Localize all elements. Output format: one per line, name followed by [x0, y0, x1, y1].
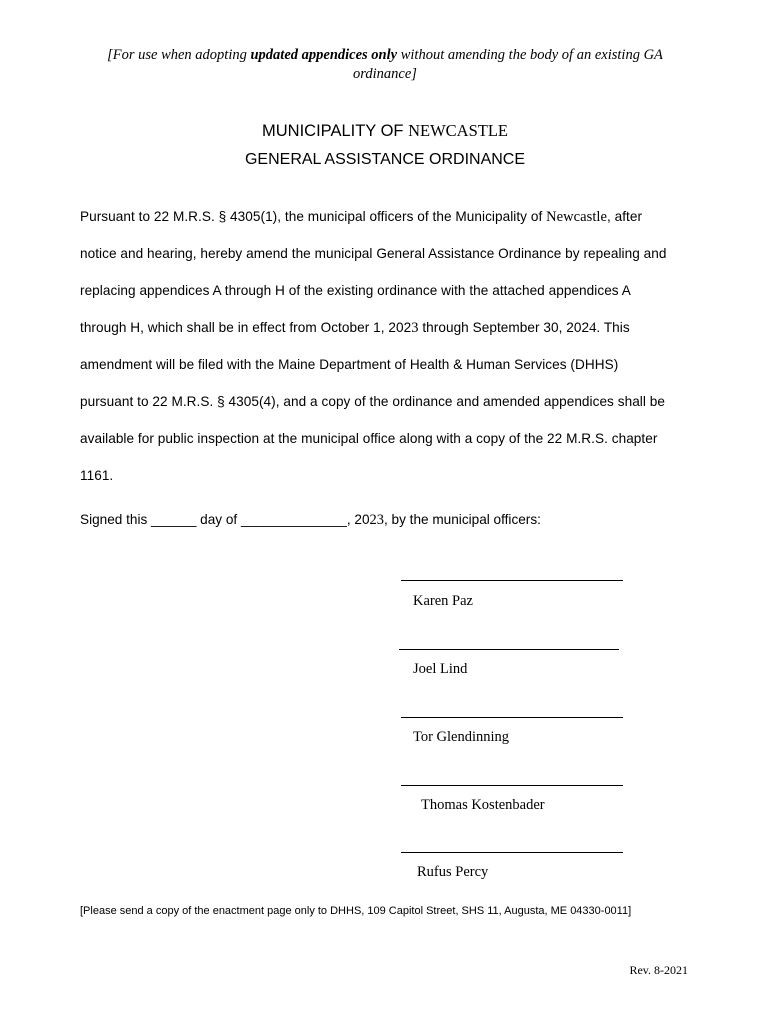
body-year-end: 4 [589, 320, 597, 336]
title-ordinance: GENERAL ASSISTANCE ORDINANCE [244, 151, 526, 168]
signed-line [80, 512, 541, 529]
revision-label: Rev. 8-2021 [629, 963, 688, 977]
body-town: Newcastle [546, 209, 607, 225]
header-note-bold: updated appendices only [250, 47, 398, 63]
footnote: [Please send a copy of the enactment page only to DHHS, 109 Capitol Street, SHS 11, Augusta, ME 04330-0011] [80, 905, 632, 917]
signed-year: 23 [369, 512, 384, 528]
signature-line[interactable] [401, 580, 623, 581]
title-municipality [0, 121, 770, 141]
signature-line[interactable] [401, 785, 623, 786]
signature-line[interactable] [399, 649, 619, 650]
title-prefix: MUNICIPALITY OF [262, 122, 409, 140]
body-line-4 [80, 309, 690, 346]
signature-line[interactable] [401, 717, 623, 718]
body-line-4-c: . This [596, 320, 630, 335]
header-note-prefix: [For use when adopting [107, 47, 251, 63]
officer-name: Rufus Percy [417, 864, 489, 880]
ordinance-body [80, 198, 690, 494]
body-year-start: 3 [411, 320, 419, 336]
officer-name: Tor Glendinning [413, 729, 510, 745]
body-line-3: replacing appendices A through H of the existing ordinance with the attached appendices A [80, 283, 631, 298]
header-note-suffix: without amending the body of an existing GA ordinance] [353, 47, 663, 82]
title-town: NEWCASTLE [408, 121, 508, 140]
signed-prefix: Signed this ______ day of ______________, 20 [80, 512, 370, 527]
signed-suffix: , by the municipal officers: [384, 512, 541, 527]
body-line-1-b: , after [606, 209, 643, 224]
signature-line[interactable] [401, 852, 623, 853]
body-line-1-a: Pursuant to 22 M.R.S. § 4305(1), the municipal officers of the Municipality of [80, 209, 547, 224]
officer-name: Thomas Kostenbader [421, 797, 545, 813]
header-note [80, 46, 690, 84]
body-line-5: amendment will be filed with the Maine Department of Health & Human Services (DHHS) [80, 357, 619, 372]
body-line-2: notice and hearing, hereby amend the municipal General Assistance Ordinance by repealing and [80, 246, 667, 261]
body-line-7: available for public inspection at the municipal office along with a copy of the 22 M.R.S. chapter [80, 431, 658, 446]
body-line-4-a: through H, which shall be in effect from October 1, 202 [80, 320, 412, 335]
body-line-6: pursuant to 22 M.R.S. § 4305(4), and a copy of the ordinance and amended appendices shall be [80, 394, 665, 409]
body-line-1 [80, 198, 690, 235]
body-line-8: 1161. [80, 468, 114, 483]
body-line-4-b: through September 30, 202 [418, 320, 590, 335]
officer-name: Joel Lind [413, 661, 468, 677]
officer-name: Karen Paz [413, 593, 473, 609]
